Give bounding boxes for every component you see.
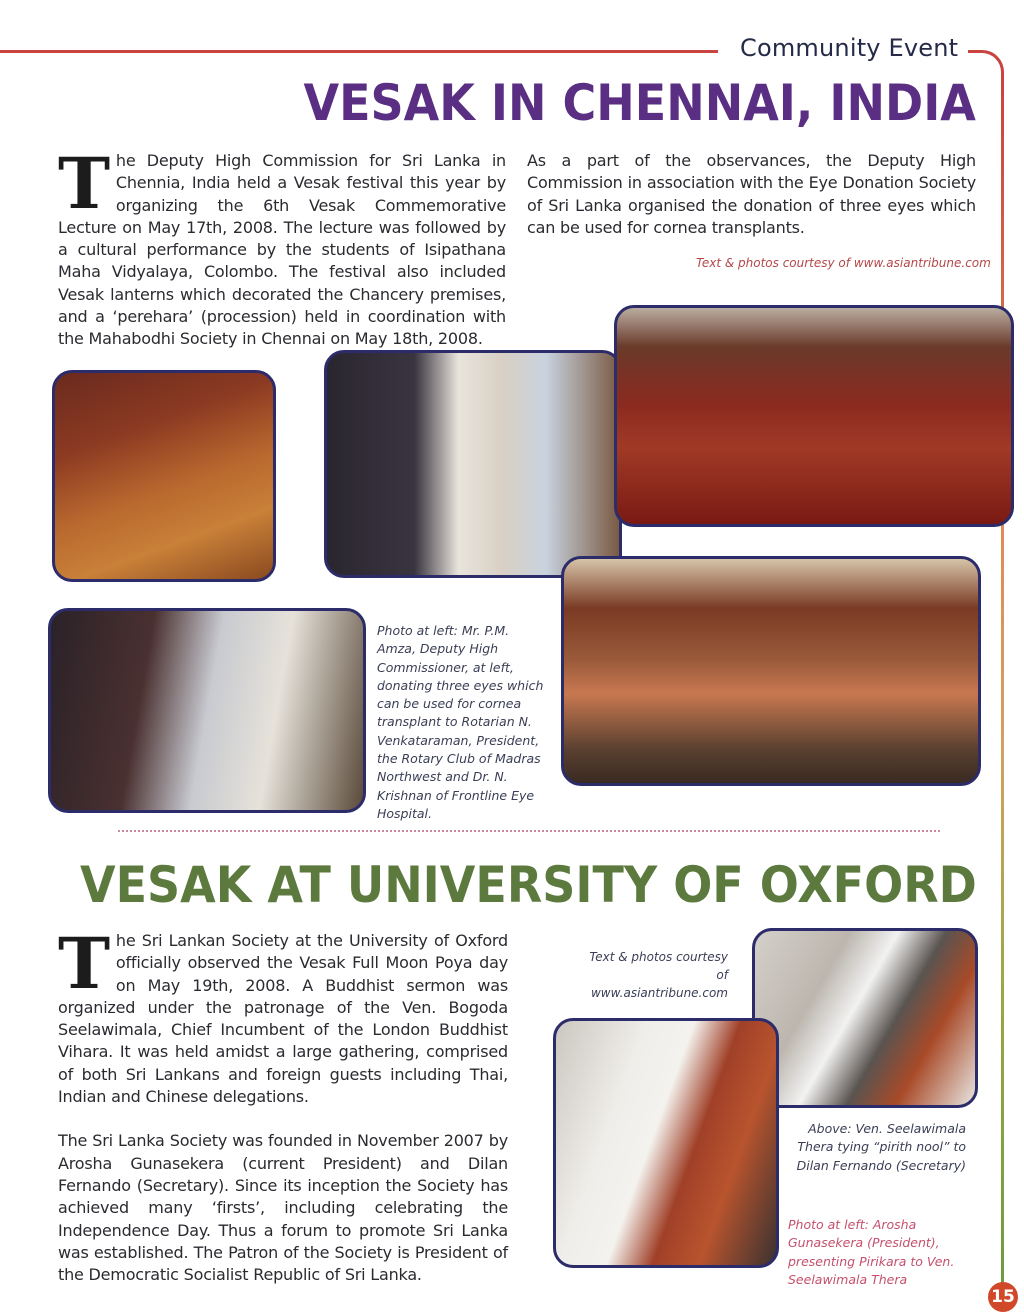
chennai-body-col1 (58, 142, 506, 351)
photo-pirikara (553, 1018, 779, 1268)
chennai-body-col2 (527, 150, 976, 239)
oxford-credit-line1: Text & photos courtesy of (589, 950, 728, 982)
photo-lamp-lighting (324, 350, 622, 578)
oxford-credit-line2: www.asiantribune.com (590, 986, 728, 1000)
chennai-paragraph-2: As a part of the observances, the Deputy High Commission in association with the Eye Donation Society of Sri Lanka organised the donation of three eyes which can be used for cornea transplants. (527, 151, 976, 237)
paragraph-gap (58, 1108, 508, 1130)
dropcap: T (58, 922, 110, 1005)
oxford-paragraph-2: The Sri Lanka Society was founded in November 2007 by Arosha Gunasekera (current President) and Dilan Fernando (Secretary). Since its inception the Society has achieved many ‘firsts’, including celebrating the Independence Day. Thus a forum to promote Sri Lanka was established. The Patron of the Society is President of the Democratic Socialist Republic of Sri Lanka. (58, 1131, 508, 1285)
photo-podium-speaker (52, 370, 276, 582)
page-number-badge: 15 (988, 1282, 1018, 1312)
section-divider (118, 830, 940, 832)
oxford-body (58, 922, 508, 1286)
article-title-chennai: VESAK IN CHENNAI, INDIA (303, 74, 976, 132)
oxford-credit (580, 948, 728, 1002)
article-title-oxford: VESAK AT UNIVERSITY OF OXFORD (80, 856, 977, 914)
section-label: Community Event (740, 34, 959, 62)
dropcap: T (58, 142, 110, 225)
photo-audience (561, 556, 981, 786)
oxford-paragraph-1: he Sri Lankan Society at the University of Oxford officially observed the Vesak Full Moon Poya day on May 19th, 2008. A Buddhist sermon was organized under the patronage of the Ven. Bogoda Seelawimala, Chief Incumbent of the London Buddhist Vihara. It was held amidst a large gathering, comprised of both Sri Lankans and foreign guests including Thai, Indian and Chinese delegations. (58, 931, 508, 1107)
oxford-caption-above: Above: Ven. Seelawimala Thera tying “pirith nool” to Dilan Fernando (Secretary) (796, 1121, 966, 1173)
oxford-caption-left: Photo at left: Arosha Gunasekera (President), presenting Pirikara to Ven. Seelawimala Thera (788, 1217, 955, 1287)
photo-pirith-nool (752, 928, 978, 1108)
photo-eye-donation (48, 608, 366, 813)
chennai-photo-caption: Photo at left: Mr. P.M. Amza, Deputy High Commissioner, at left, donating three eyes which can be used for cornea transplant to Rotarian N. Venkataraman, President, the Rotary Club of Madras Northwest and Dr. N. Krishnan of Frontline Eye Hospital. (377, 623, 544, 821)
top-rule-line (0, 50, 718, 53)
photo-dancers (614, 305, 1014, 527)
chennai-paragraph-1: he Deputy High Commission for Sri Lanka in Chennia, India held a Vesak festival this year by organizing the 6th Vesak Commemorative Lecture on May 17th, 2008. The lecture was followed by a cultural performance by the students of Isipathana Maha Vidyalaya, Colombo. The festival also included Vesak lanterns which decorated the Chancery premises, and a ‘perehara’ (procession) held in coordination with the Mahabodhi Society in Chennai on May 18th, 2008. (58, 151, 506, 349)
page-border-line (1001, 88, 1004, 1288)
chennai-credit: Text & photos courtesy of www.asiantribune.com (696, 256, 991, 270)
